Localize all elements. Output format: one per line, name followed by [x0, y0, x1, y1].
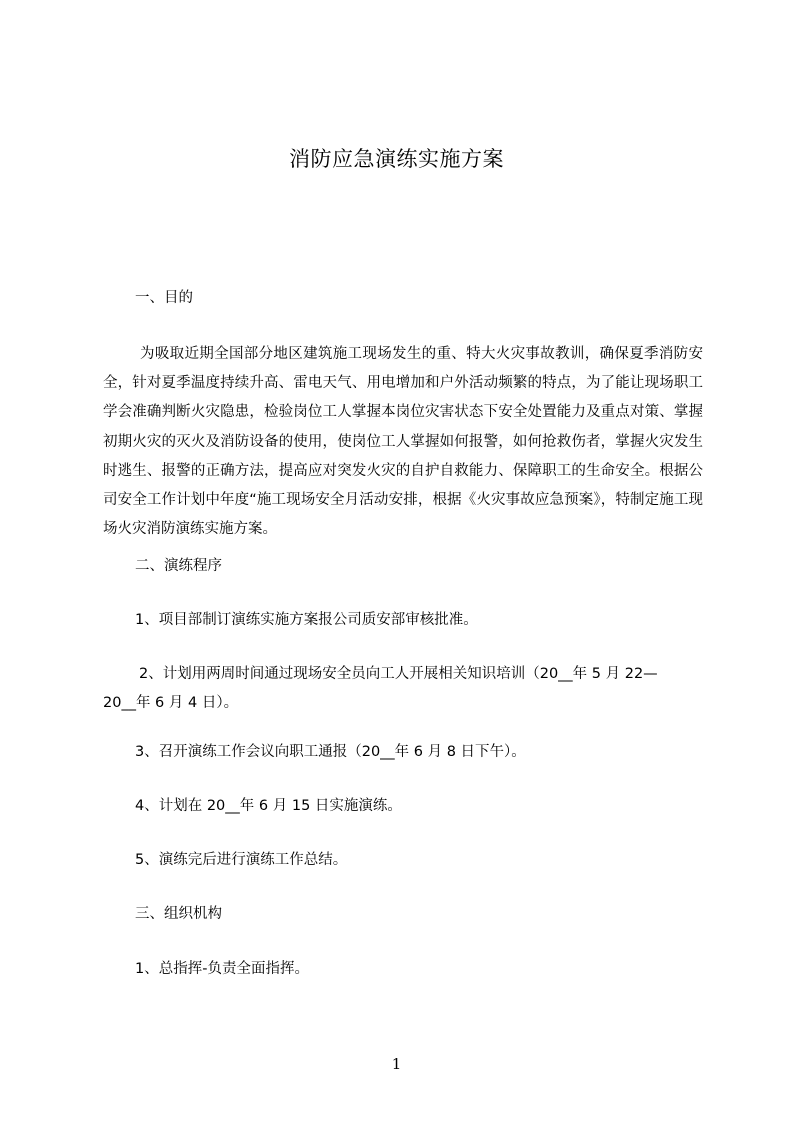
procedure-item-2 [103, 660, 713, 718]
document-title: 消防应急演练实施方案 [289, 147, 504, 171]
page-number: 1 [391, 1055, 402, 1073]
procedure-item-2-line-1: 2、计划用两周时间通过现场安全员向工人开展相关知识培训（20__年 5 月 22— [139, 666, 658, 682]
procedure-item-5: 5、演练完后进行演练工作总结。 [135, 852, 348, 868]
procedure-item-3: 3、召开演练工作会议向职工通报（20__年 6 月 8 日下午）。 [135, 744, 526, 760]
procedure-item-1: 1、项目部制订演练实施方案报公司质安部审核批准。 [135, 612, 478, 628]
organization-item-1: 1、总指挥-负责全面指挥。 [135, 961, 309, 977]
section-heading-purpose: 一、目的 [135, 290, 193, 306]
section-heading-drill-procedure: 二、演练程序 [135, 558, 222, 574]
purpose-paragraph: 为吸取近期全国部分地区建筑施工现场发生的重、特大火灾事故教训，确保夏季消防安全，针对夏季温度持续升高、雷电天气、用电增加和户外活动频繁的特点，为了能让现场职工学会准确判断火灾隐患，检验岗位工人掌握本岗位灾害状态下安全处置能力及重点对策、掌握初期火灾的灭火及消防设备的使用，使岗位工人掌握如何报警，如何抢救伤者，掌握火灾发生时逃生、报警的正确方法，提高应对突发火灾的自护自救能力、保障职工的生命安全。根据公司安全工作计划中年度“施工现场安全月活动安排，根据《火灾事故应急预案》，特制定施工现场火灾消防演练实施方案。 [103, 346, 703, 538]
procedure-item-4: 4、计划在 20__年 6 月 15 日实施演练。 [135, 798, 402, 814]
section-heading-organization: 三、组织机构 [135, 906, 222, 922]
procedure-item-2-line-2: 20__年 6 月 4 日）。 [103, 695, 239, 711]
